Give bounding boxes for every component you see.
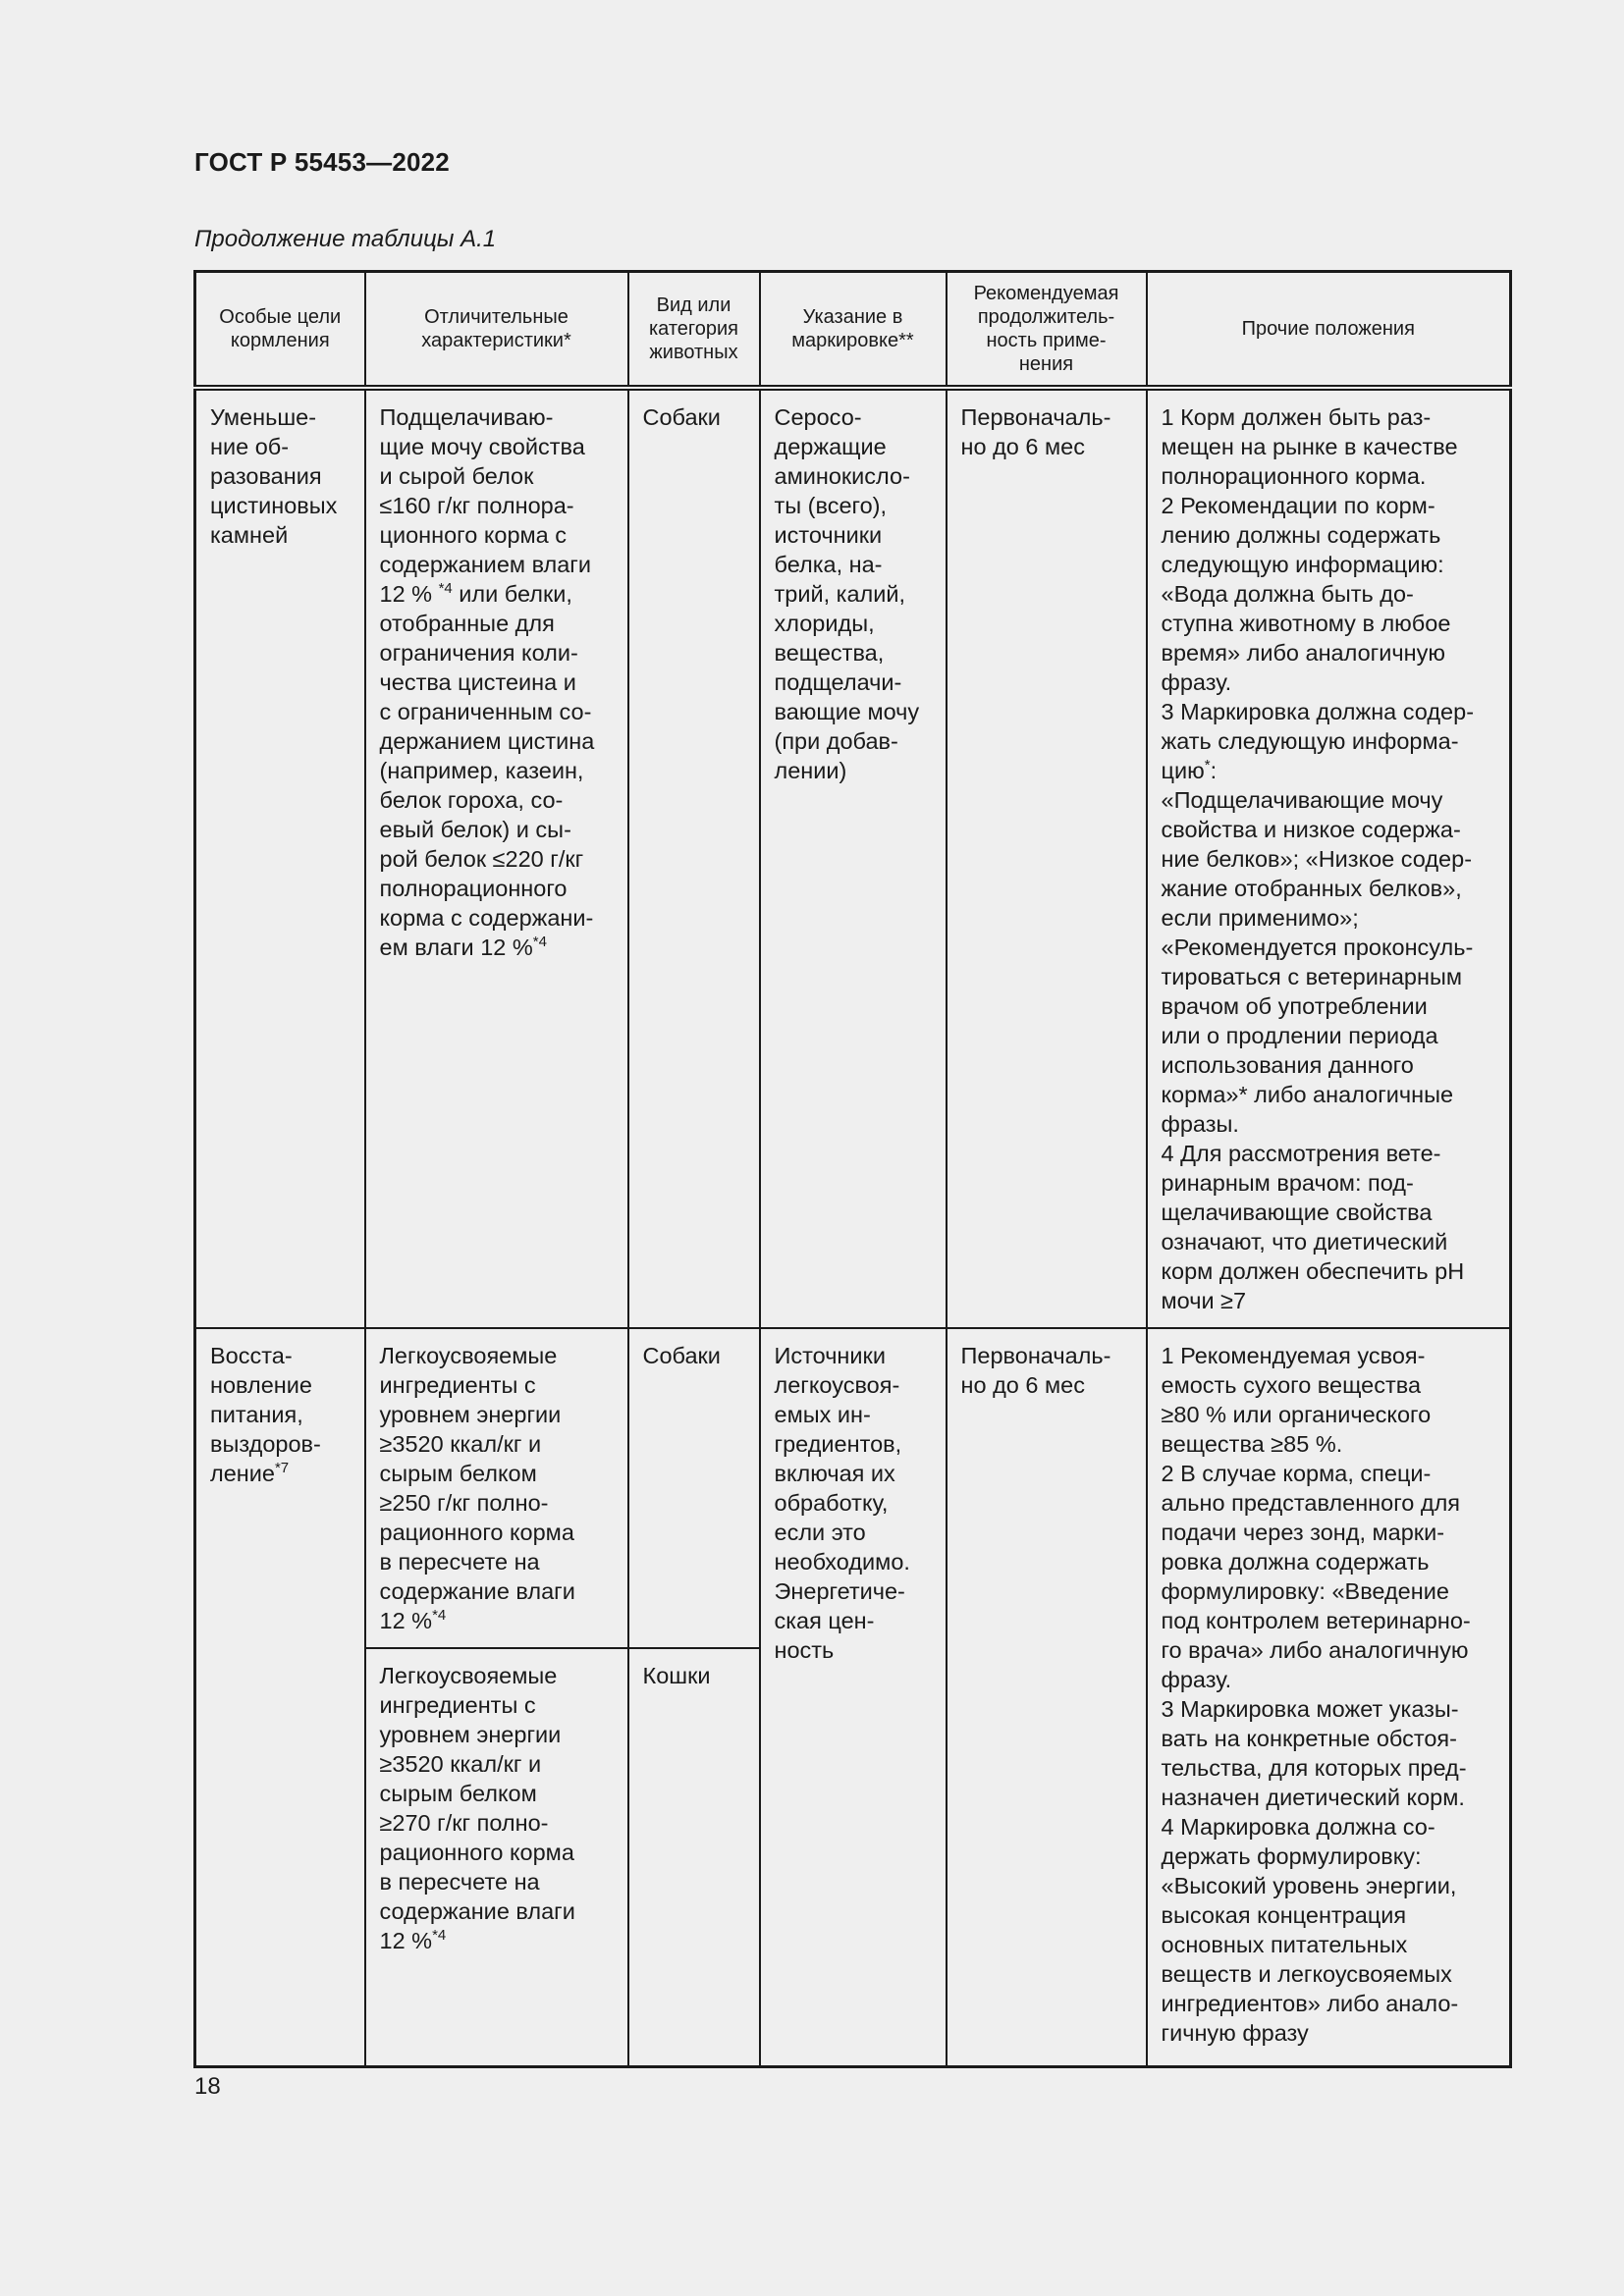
header-duration: Рекомендуемая продолжитель- ность приме- нения: [947, 272, 1147, 389]
table-row: [195, 388, 1511, 1328]
row2-cats-footnote: *4: [432, 1927, 447, 1945]
table-row: [195, 1328, 1511, 1648]
row2-labelling: Источники легкоусвоя- емых ин- гредиентов, включая их обработку, если это необходимо. Энергетиче- ская цен- ность: [760, 1328, 947, 2067]
table-caption: Продолжение таблицы А.1: [194, 226, 497, 252]
row2-cats-species: Кошки: [628, 1648, 760, 2067]
page-number: 18: [194, 2073, 221, 2100]
row1-duration: Первоначаль- но до 6 мес: [947, 388, 1147, 1328]
row2-other: 1 Рекомендуемая усвоя- емость сухого вещества ≥80 % или органического вещества ≥85 %. 2 В случае корма, специ- ально представленного для подачи через зонд, марки- ровка должна содержать формулировку: «Введение под контролем ветеринарно- го врача» либо аналогичную фразу. 3 Маркировка может указы- вать на конкретные обстоя- тельства, для которых пред- назначен диетический корм. 4 Маркировка должна со- держать формулировку: «Высокий уровень энергии, высокая концентрация основных питательных веществ и легкоусвояемых ингредиентов» либо анало- гичную фразу: [1147, 1328, 1511, 2067]
row1-characteristics-text-a: Подщелачиваю- щие мочу свойства и сырой белок ≤160 г/кг полнора- ционного корма с содержанием влаги 12 %: [379, 404, 591, 607]
row2-cats-characteristics-text: Легкоусвояемые ингредиенты с уровнем энергии ≥3520 ккал/кг и сырым белком ≥270 г/кг полно- рационного корма в пересчете на содержание влаги 12 %: [379, 1663, 575, 1953]
row2-cats-characteristics: [365, 1648, 628, 2067]
header-species: Вид или категория животных: [628, 272, 760, 389]
row1-other-footnote: *: [1204, 757, 1211, 774]
nutrition-purposes-table: [193, 270, 1512, 2068]
row2-purpose-text: Восста- новление питания, выздоров- ление: [210, 1343, 321, 1486]
header-other: Прочие положения: [1147, 272, 1511, 389]
header-purpose: Особые цели кормления: [195, 272, 365, 389]
row2-dogs-footnote: *4: [432, 1607, 447, 1625]
row2-duration: Первоначаль- но до 6 мес: [947, 1328, 1147, 2067]
row1-characteristics-footnote-2: *4: [532, 934, 547, 951]
row1-other-text-a: 1 Корм должен быть раз- мещен на рынке в качестве полнорационного корма. 2 Рекомендации по корм- лению должны содержать следующую информацию: «Вода должна быть до- ступна животному в любое время» либо аналогичную фразу. 3 Маркировка должна содер- жать следующую информа- цию: [1161, 404, 1475, 783]
header-characteristics: Отличительные характеристики*: [365, 272, 628, 389]
table-header-row: [195, 272, 1511, 389]
row2-dogs-species: Собаки: [628, 1328, 760, 1648]
row2-dogs-characteristics: [365, 1328, 628, 1648]
row1-labelling: Серосо- держащие аминокисло- ты (всего), источники белка, на- трий, калий, хлориды, вещества, подщелачи- вающие мочу (при добав- лении): [760, 388, 947, 1328]
row1-species: Собаки: [628, 388, 760, 1328]
document-code: ГОСТ Р 55453—2022: [194, 147, 450, 177]
row2-purpose-footnote: *7: [274, 1460, 290, 1477]
row2-purpose: [195, 1328, 365, 2067]
row1-other: [1147, 388, 1511, 1328]
row1-characteristics: [365, 388, 628, 1328]
row1-other-text-b: : «Подщелачивающие мочу свойства и низкое содержа- ние белков»; «Низкое содер- жание отобранных белков», если применимо»; «Рекомендуется проконсуль- тироваться с ветеринарным врачом об употреблении или о продлении периода использования данного корма»* либо аналогичные фразы. 4 Для рассмотрения вете- ринарным врачом: под- щелачивающие свойства означают, что диетический корм должен обеспечить pH мочи ≥7: [1161, 758, 1474, 1313]
row1-purpose: Уменьше- ние об- разования цистиновых камней: [195, 388, 365, 1328]
row2-dogs-characteristics-text: Легкоусвояемые ингредиенты с уровнем энергии ≥3520 ккал/кг и сырым белком ≥250 г/кг полно- рационного корма в пересчете на содержание влаги 12 %: [379, 1343, 575, 1633]
header-labelling: Указание в маркировке**: [760, 272, 947, 389]
row1-characteristics-footnote-1: *4: [438, 580, 453, 598]
row1-characteristics-text-b: или белки, отобранные для ограничения коли- чества цистеина и с ограниченным со- держанием цистина (например, казеин, белок гороха, со- евый белок) и сы- рой белок ≤220 г/кг полнорационного корма с содержани- ем влаги 12 %: [379, 581, 595, 960]
